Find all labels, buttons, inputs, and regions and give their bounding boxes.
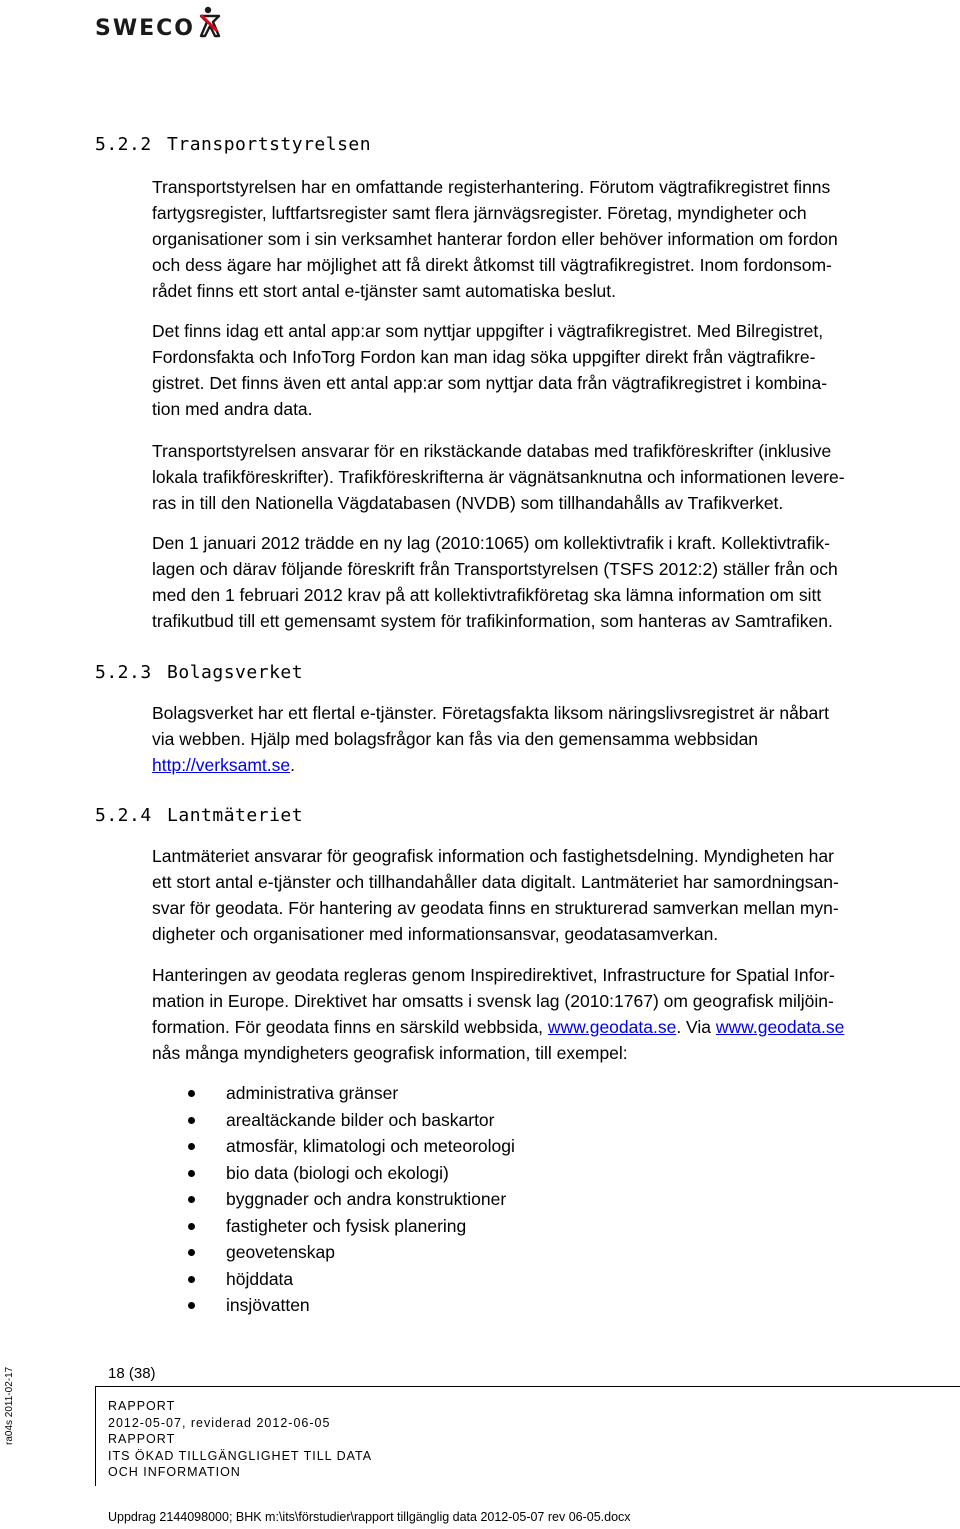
section-heading-5-2-3: 5.2.3 Bolagsverket xyxy=(95,662,304,683)
footer-info: RAPPORT 2012-05-07, reviderad 2012-06-05 RAPPORT ITS ÖKAD TILLGÄNGLIGHET TILL DATA OCH INFORMATION xyxy=(108,1399,373,1479)
list-item: insjövatten xyxy=(180,1292,515,1319)
logo-text: SWECO xyxy=(95,16,195,41)
geodata-link-2[interactable]: www.geodata.se xyxy=(715,1017,845,1037)
document-path: Uppdrag 2144098000; BHK m:\its\förstudier\rapport tillgänglig data 2012-05-07 rev 06-05.docx xyxy=(108,1510,631,1524)
bullet-icon xyxy=(188,1223,195,1230)
paragraph: Hanteringen av geodata regleras genom Inspiredirektivet, Infrastructure for Spatial Infor- mation in Europe. Direktivet har omsatts i svensk lag (2010:1767) om geografisk miljöin- formation. För geodata finns en särskild webbsida, www.geodata.se. Via www.geodata.se nås många myndigheters geografisk information, till exempel: xyxy=(152,965,845,1063)
paragraph: Transportstyrelsen ansvarar för en rikstäckande databas med trafikföreskrifter (inklusive lokala trafikföreskrifter). Trafikföreskrifterna är vägnätsanknutna och informationen levere- ras in till den Nationella Vägdatabasen (NVDB) som tillhandahålls av Trafikverket. xyxy=(152,441,845,513)
list-item: administrativa gränser xyxy=(180,1080,515,1107)
list-item: bio data (biologi och ekologi) xyxy=(180,1160,515,1187)
paragraph: Det finns idag ett antal app:ar som nyttjar uppgifter i vägtrafikregistret. Med Bilregistret, Fordonsfakta och InfoTorg Fordon kan man idag söka uppgifter direkt från vägtrafikre- gistret. Det finns även ett antal app:ar som nyttjar data från vägtrafikregistret i kombina- tion med andra data. xyxy=(152,321,828,419)
bullet-icon xyxy=(188,1090,195,1097)
section-heading-5-2-2: 5.2.2 Transportstyrelsen xyxy=(95,134,372,155)
bullet-list xyxy=(180,1080,515,1319)
bullet-icon xyxy=(188,1276,195,1283)
sweco-logo xyxy=(95,6,221,40)
bullet-icon xyxy=(188,1143,195,1150)
list-item: geovetenskap xyxy=(180,1239,515,1266)
list-item: atmosfär, klimatologi och meteorologi xyxy=(180,1133,515,1160)
page-number: 18 (38) xyxy=(108,1365,156,1382)
bullet-icon xyxy=(188,1196,195,1203)
list-item: arealtäckande bilder och baskartor xyxy=(180,1107,515,1134)
section-heading-5-2-4: 5.2.4 Lantmäteriet xyxy=(95,805,304,826)
bullet-icon xyxy=(188,1249,195,1256)
paragraph: Den 1 januari 2012 trädde en ny lag (2010:1065) om kollektivtrafik i kraft. Kollektivtrafik- lagen och därav följande föreskrift från Transportstyrelsen (TSFS 2012:2) ställer från och med den 1 februari 2012 krav på att kollektivtrafikföretag ska lämna information om sitt trafikutbud till ett gemensamt system för trafikinformation, som hanteras av Samtrafiken. xyxy=(152,533,838,631)
paragraph: Bolagsverket har ett flertal e-tjänster. Företagsfakta liksom näringslivsregistret är nåbart via webben. Hjälp med bolagsfrågor kan fås via den gemensamma webbsidan http://verksamt.se. xyxy=(152,703,829,775)
list-item: höjddata xyxy=(180,1266,515,1293)
list-item: fastigheter och fysisk planering xyxy=(180,1213,515,1240)
footer-divider xyxy=(95,1386,960,1387)
bullet-icon xyxy=(188,1302,195,1309)
paragraph: Transportstyrelsen har en omfattande registerhantering. Förutom vägtrafikregistret finns fartygsregister, luftfartsregister samt flera järnvägsregister. Företag, myndigheter och organisationer som i sin verksamhet hanterar fordon eller behöver information om fordon och dess ägare har möjlighet att få direkt åtkomst till vägtrafikregistret. Inom fordonsom- rådet finns ett stort antal e-tjänster samt automatiska beslut. xyxy=(152,177,838,301)
paragraph: Lantmäteriet ansvarar för geografisk information och fastighetsdelning. Myndigheten har ett stort antal e-tjänster och tillhandahåller data digitalt. Lantmäteriet har samordningsan- svar för geodata. För hantering av geodata finns en strukturerad samverkan mellan myn- digheter och organisationer med informationsansvar, geodatasamverkan. xyxy=(152,846,839,944)
geodata-link[interactable]: www.geodata.se xyxy=(547,1017,677,1037)
sweco-figure-icon xyxy=(199,6,221,38)
bullet-icon xyxy=(188,1117,195,1124)
footer-divider-vertical xyxy=(95,1386,96,1486)
bullet-icon xyxy=(188,1170,195,1177)
verksamt-link[interactable]: http://verksamt.se xyxy=(152,755,291,775)
template-code: ra04s 2011-02-17 xyxy=(4,1366,15,1445)
list-item: byggnader och andra konstruktioner xyxy=(180,1186,515,1213)
